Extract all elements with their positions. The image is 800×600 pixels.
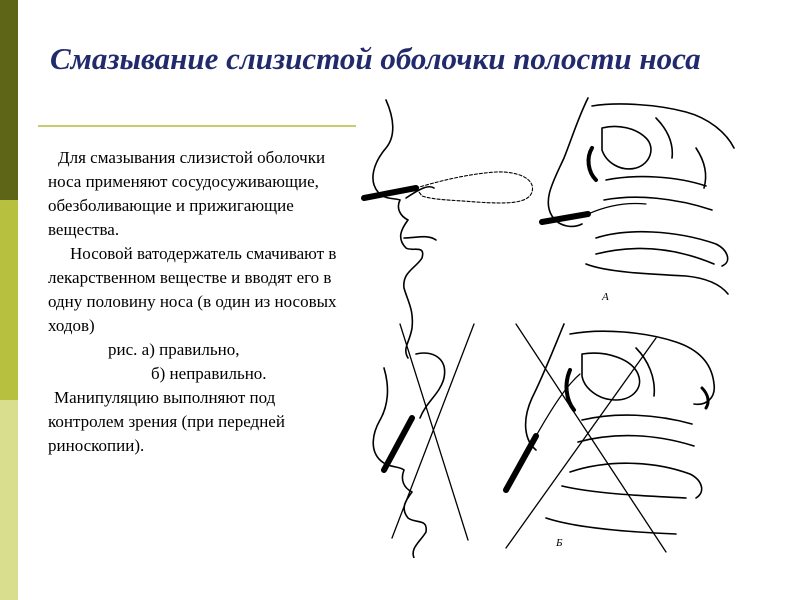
panel-a-sagittal bbox=[548, 98, 734, 294]
panel-b-swab-front bbox=[384, 418, 412, 470]
panel-b-cross-mark-sagittal bbox=[506, 324, 666, 552]
paragraph-control: Манипуляцию выполняют под контролем зрения (при передней риноскопии). bbox=[48, 388, 285, 455]
side-bar-segment-mid bbox=[0, 200, 18, 400]
slide-body bbox=[48, 146, 348, 458]
paragraph-agents: Для смазывания слизистой оболочки носа применяют сосудосуживающие, обезболивающие и прижигающие вещества. bbox=[48, 148, 326, 239]
side-bar-segment-dark bbox=[0, 0, 18, 200]
panel-b-profile bbox=[373, 353, 444, 558]
nasal-swab-illustration bbox=[356, 88, 756, 558]
panel-b-sagittal bbox=[526, 324, 715, 534]
figure-label-a: А bbox=[602, 291, 609, 303]
figure-label-b: Б bbox=[556, 537, 563, 549]
side-bar-segment-light bbox=[0, 400, 18, 600]
panel-b-swab-sagittal bbox=[506, 374, 580, 490]
slide-title: Смазывание слизистой оболочки полости носа bbox=[50, 41, 701, 76]
caption-correct: рис. а) правильно, bbox=[108, 340, 240, 359]
title-underline bbox=[38, 125, 356, 127]
paragraph-procedure: Носовой ватодержатель смачивают в лекарственном веществе и вводят его в одну половину носа (в один из носовых ходов) bbox=[48, 244, 337, 335]
caption-incorrect: б) неправильно. bbox=[151, 364, 267, 383]
panel-a-profile bbox=[373, 100, 436, 358]
panel-a-swab-sagittal bbox=[542, 203, 646, 222]
side-color-bar bbox=[0, 0, 18, 600]
